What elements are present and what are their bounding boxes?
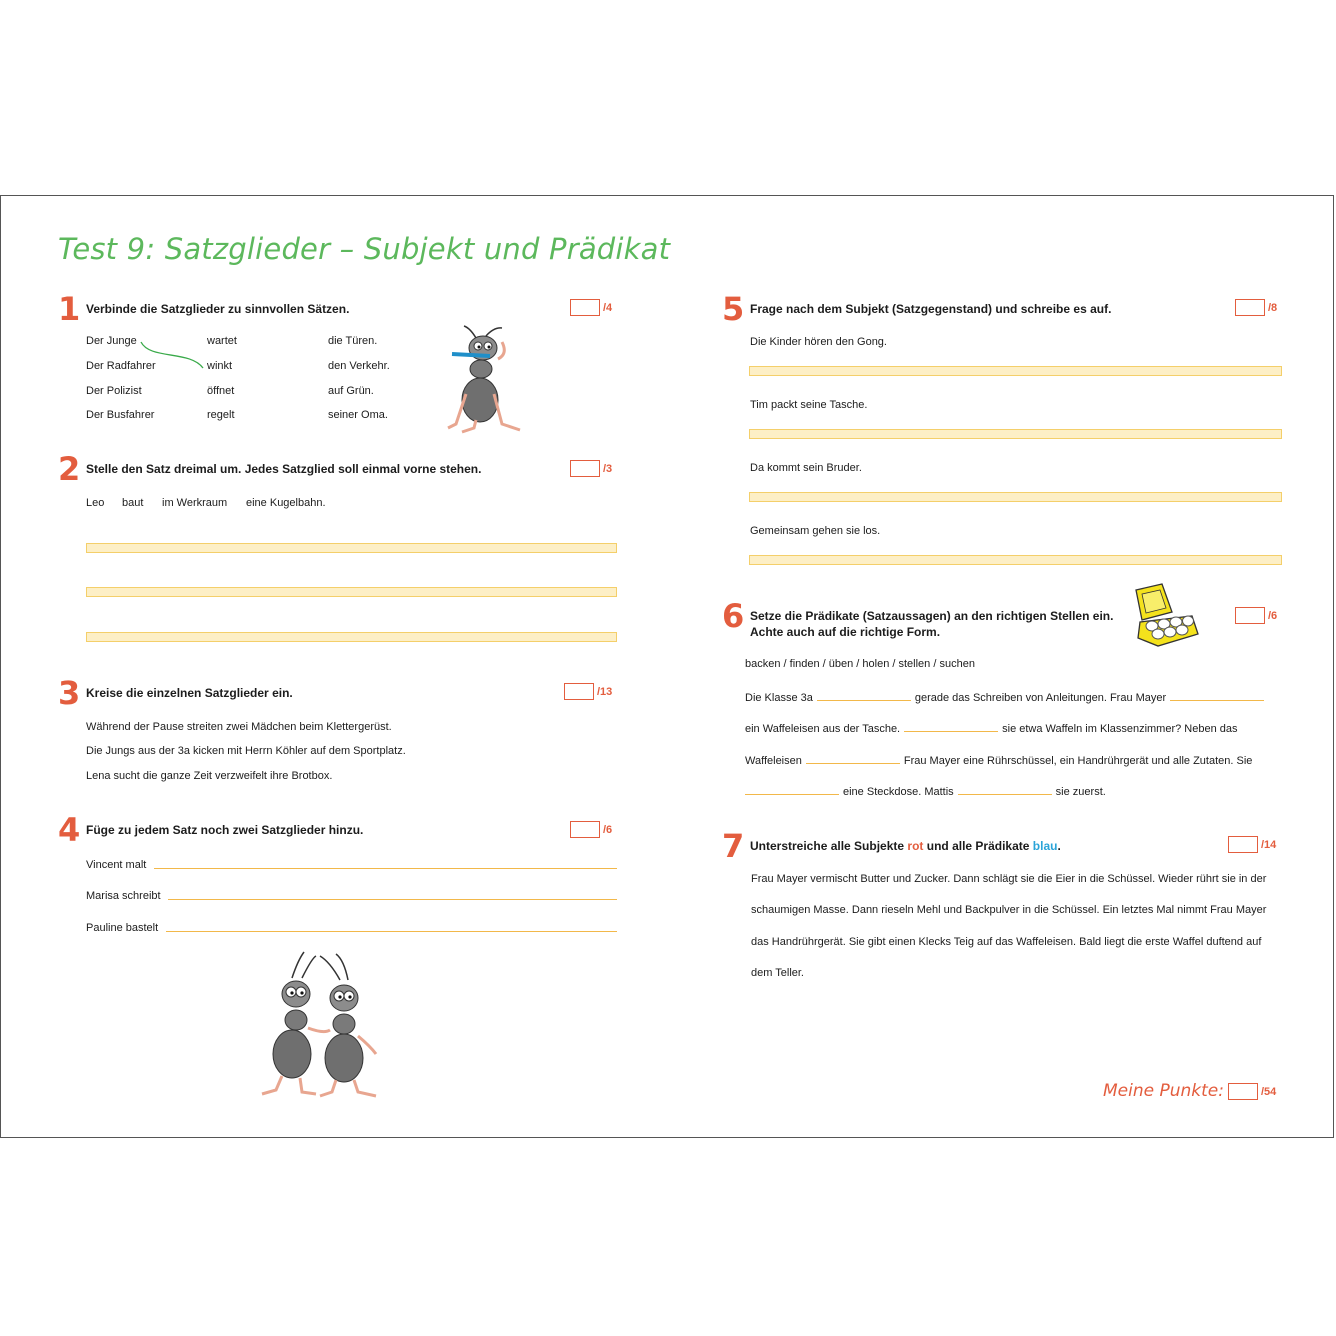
task-5-number: 5 bbox=[722, 290, 745, 328]
task-4-answer-line[interactable] bbox=[154, 868, 617, 869]
task-6-instruction-2: Achte auch auf die richtige Form. bbox=[750, 625, 941, 639]
task-7-text-line[interactable]: dem Teller. bbox=[751, 967, 804, 979]
task-2-word: im Werkraum bbox=[162, 497, 228, 509]
task-6-text: Waffeleisen bbox=[745, 755, 802, 767]
task-2-writing-line[interactable] bbox=[86, 587, 617, 597]
task-7-instruction-a: Unterstreiche alle Subjekte bbox=[750, 839, 905, 853]
task-1-object: den Verkehr. bbox=[328, 360, 390, 372]
task-2-writing-line[interactable] bbox=[86, 632, 617, 642]
task-6-text: Die Klasse 3a bbox=[745, 692, 813, 704]
task-3-score-max: /13 bbox=[597, 685, 613, 698]
task-6-text: sie etwa Waffeln im Klassenzimmer? Neben das bbox=[1002, 723, 1238, 735]
task-5-sentence: Gemeinsam gehen sie los. bbox=[750, 525, 881, 537]
task-4-sentence-start: Pauline bastelt bbox=[86, 922, 159, 934]
task-1-predicate: öffnet bbox=[207, 385, 235, 397]
task-2-number: 2 bbox=[58, 450, 81, 488]
task-5-sentence: Die Kinder hören den Gong. bbox=[750, 336, 887, 348]
task-5-writing-line[interactable] bbox=[749, 492, 1282, 502]
task-7-instruction-end: . bbox=[1057, 839, 1061, 853]
task-3-instruction: Kreise die einzelnen Satzglieder ein. bbox=[86, 686, 293, 700]
task-1-object: seiner Oma. bbox=[328, 409, 388, 421]
task-1-number: 1 bbox=[58, 290, 81, 328]
task-6-blank[interactable] bbox=[904, 721, 998, 732]
ant-with-pencil-icon bbox=[446, 324, 526, 436]
task-7-number: 7 bbox=[722, 827, 745, 865]
task-4-score-max: /6 bbox=[603, 823, 613, 836]
total-score-max: /54 bbox=[1261, 1085, 1277, 1098]
task-6-text-line bbox=[745, 690, 1268, 704]
task-6-blank[interactable] bbox=[958, 784, 1052, 795]
task-5-sentence: Tim packt seine Tasche. bbox=[750, 399, 868, 411]
worksheet-page bbox=[0, 195, 1334, 1138]
task-5-sentence: Da kommt sein Bruder. bbox=[750, 462, 862, 474]
page-title: Test 9: Satzglieder – Subjekt und Prädikat bbox=[58, 232, 671, 266]
task-3-sentence[interactable]: Die Jungs aus der 3a kicken mit Herrn Köhler auf dem Sportplatz. bbox=[86, 745, 406, 757]
task-6-blank[interactable] bbox=[817, 690, 911, 701]
task-5-writing-line[interactable] bbox=[749, 429, 1282, 439]
task-4-sentence-start: Marisa schreibt bbox=[86, 890, 161, 902]
task-3-sentence[interactable]: Während der Pause streiten zwei Mädchen beim Klettergerüst. bbox=[86, 721, 392, 733]
task-7-color-red: rot bbox=[907, 839, 924, 853]
task-4-answer-line[interactable] bbox=[168, 899, 617, 900]
task-7-text-line[interactable]: Frau Mayer vermischt Butter und Zucker. Dann schlägt sie die Eier in die Schüssel. Wieder rührt sie in der bbox=[751, 873, 1267, 885]
task-6-text: gerade das Schreiben von Anleitungen. Frau Mayer bbox=[914, 692, 1167, 704]
task-1-subject: Der Busfahrer bbox=[86, 409, 155, 421]
task-5-score bbox=[1235, 299, 1277, 316]
task-1-score bbox=[570, 299, 612, 316]
task-2-word: Leo bbox=[86, 497, 105, 509]
task-4-sentence-start: Vincent malt bbox=[86, 859, 147, 871]
task-1-example-connector bbox=[0, 0, 1, 1]
task-2-score-box[interactable] bbox=[570, 460, 600, 477]
task-1-subject: Der Polizist bbox=[86, 385, 142, 397]
task-6-text-line bbox=[745, 784, 1106, 798]
task-2-word: eine Kugelbahn. bbox=[246, 497, 326, 509]
task-1-score-box[interactable] bbox=[570, 299, 600, 316]
task-1-predicate: winkt bbox=[207, 360, 233, 372]
task-6-text-line bbox=[745, 721, 1238, 735]
task-4-instruction: Füge zu jedem Satz noch zwei Satzglieder hinzu. bbox=[86, 823, 364, 837]
task-1-predicate: regelt bbox=[207, 409, 235, 421]
task-7-score-box[interactable] bbox=[1228, 836, 1258, 853]
task-7-text-line[interactable]: schaumigen Masse. Dann rieseln Mehl und Backpulver in die Schüssel. Ein letztes Mal nimmt Frau Mayer bbox=[751, 904, 1267, 916]
task-4-number: 4 bbox=[58, 811, 81, 849]
task-6-blank[interactable] bbox=[1170, 690, 1264, 701]
task-2-instruction: Stelle den Satz dreimal um. Jedes Satzglied soll einmal vorne stehen. bbox=[86, 462, 482, 476]
task-6-blank[interactable] bbox=[745, 784, 839, 795]
task-2-score bbox=[570, 460, 612, 477]
task-1-object: auf Grün. bbox=[328, 385, 374, 397]
task-3-sentence[interactable]: Lena sucht die ganze Zeit verzweifelt ihre Brotbox. bbox=[86, 770, 333, 782]
task-5-writing-line[interactable] bbox=[749, 366, 1282, 376]
task-6-text: ein Waffeleisen aus der Tasche. bbox=[745, 723, 901, 735]
task-3-number: 3 bbox=[58, 674, 81, 712]
task-6-blank[interactable] bbox=[806, 753, 900, 764]
two-ants-icon bbox=[258, 950, 388, 1100]
task-6-number: 6 bbox=[722, 597, 745, 635]
task-6-score-max: /6 bbox=[1268, 609, 1278, 622]
task-5-score-box[interactable] bbox=[1235, 299, 1265, 316]
task-1-subject: Der Junge bbox=[86, 335, 137, 347]
task-6-text: sie zuerst. bbox=[1055, 786, 1106, 798]
task-2-score-max: /3 bbox=[603, 462, 613, 475]
task-5-writing-line[interactable] bbox=[749, 555, 1282, 565]
task-4-score-box[interactable] bbox=[570, 821, 600, 838]
egg-carton-icon bbox=[1128, 582, 1200, 652]
task-7-color-blue: blau bbox=[1032, 839, 1058, 853]
task-4-answer-line[interactable] bbox=[166, 931, 617, 932]
task-7-score-max: /14 bbox=[1261, 838, 1277, 851]
task-7-instruction-b: und alle Prädikate bbox=[926, 839, 1030, 853]
total-score-box[interactable] bbox=[1228, 1083, 1258, 1100]
task-3-score bbox=[564, 683, 612, 700]
task-6-text: eine Steckdose. Mattis bbox=[843, 786, 954, 798]
task-1-predicate: wartet bbox=[207, 335, 237, 347]
task-1-object: die Türen. bbox=[328, 335, 378, 347]
task-6-score bbox=[1235, 607, 1277, 624]
task-4-score bbox=[570, 821, 612, 838]
task-6-score-box[interactable] bbox=[1235, 607, 1265, 624]
task-2-writing-line[interactable] bbox=[86, 543, 617, 553]
task-3-score-box[interactable] bbox=[564, 683, 594, 700]
task-1-subject: Der Radfahrer bbox=[86, 360, 156, 372]
task-7-instruction bbox=[750, 838, 1061, 854]
task-7-score bbox=[1228, 836, 1276, 853]
total-score bbox=[1228, 1083, 1276, 1100]
task-5-instruction: Frage nach dem Subjekt (Satzgegenstand) und schreibe es auf. bbox=[750, 302, 1112, 316]
task-6-text: Frau Mayer eine Rührschüssel, ein Handrührgerät und alle Zutaten. Sie bbox=[903, 755, 1253, 767]
task-6-text-line bbox=[745, 753, 1252, 767]
task-1-score-max: /4 bbox=[603, 301, 613, 314]
task-6-instruction: Setze die Prädikate (Satzaussagen) an den richtigen Stellen ein. bbox=[750, 609, 1114, 623]
total-points-label: Meine Punkte: bbox=[1103, 1081, 1224, 1101]
task-5-score-max: /8 bbox=[1268, 301, 1278, 314]
task-1-instruction: Verbinde die Satzglieder zu sinnvollen Sätzen. bbox=[86, 302, 350, 316]
task-7-text-line[interactable]: das Handrührgerät. Sie gibt einen Klecks Teig auf das Waffeleisen. Bald liegt die erste Waffel duftend auf bbox=[751, 936, 1262, 948]
task-6-word-bank: backen / finden / üben / holen / stellen / suchen bbox=[745, 658, 975, 670]
task-2-word: baut bbox=[122, 497, 144, 509]
